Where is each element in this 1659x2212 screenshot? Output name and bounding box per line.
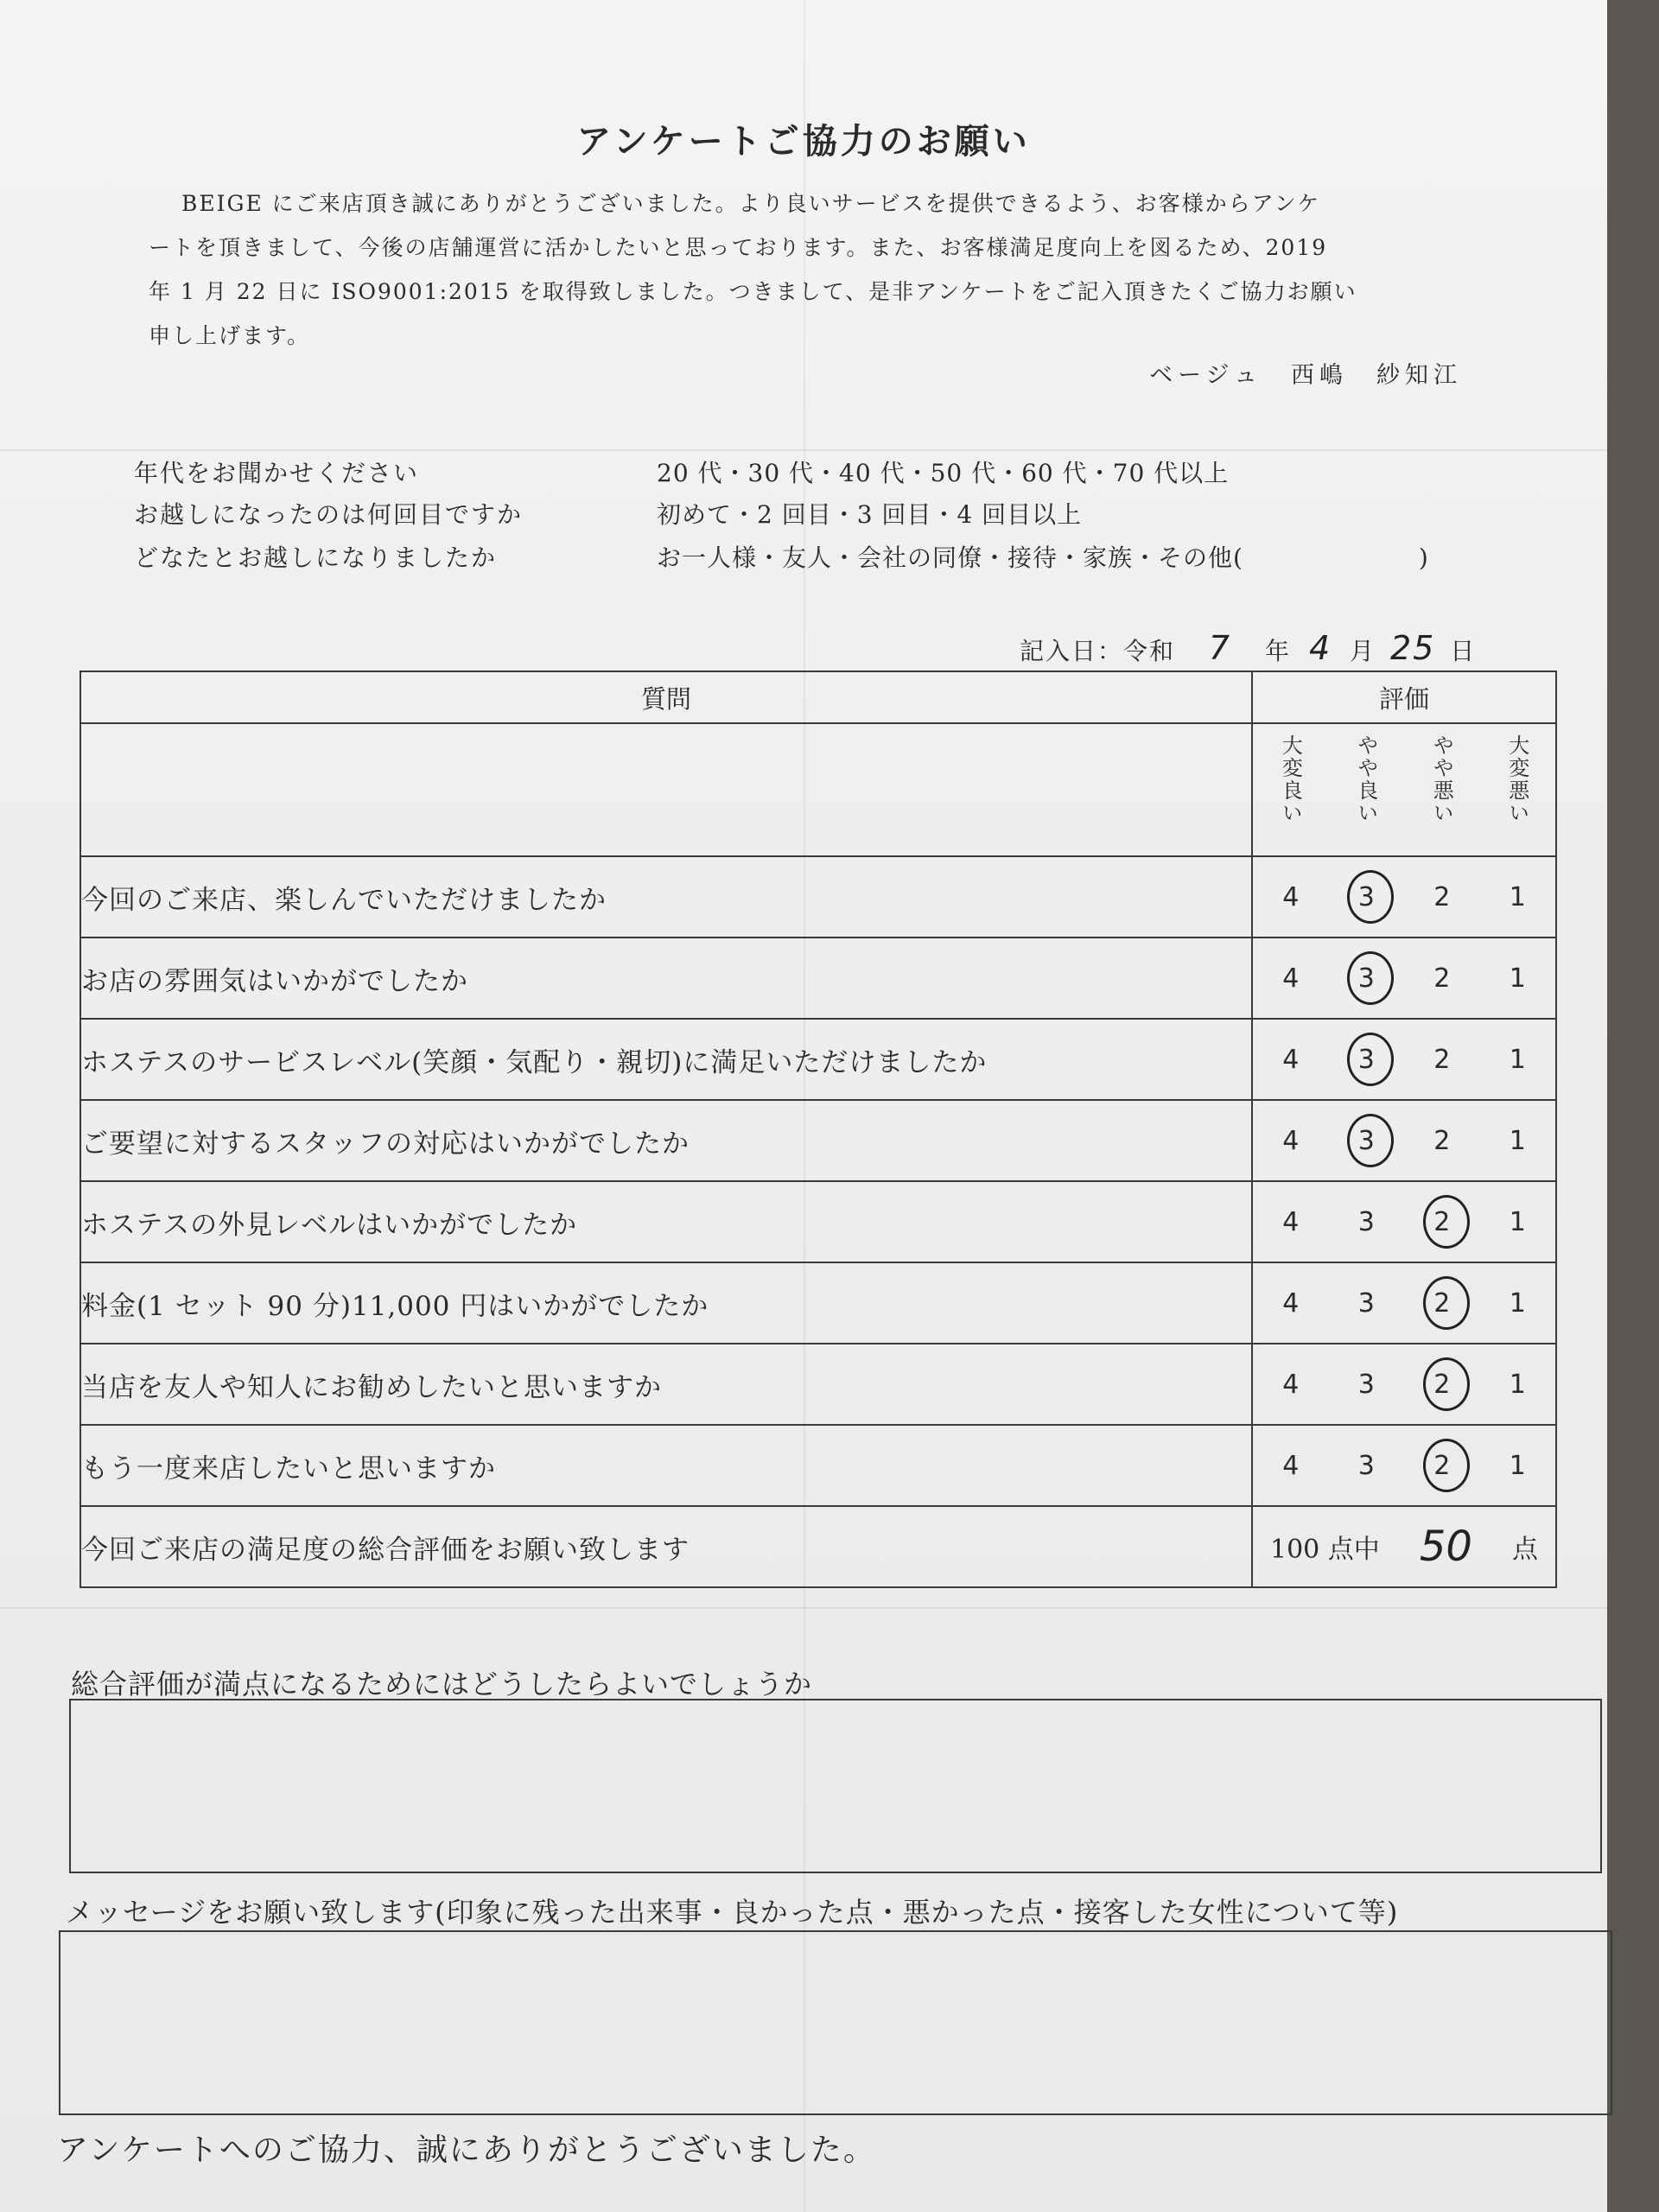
rating-option[interactable]: 1 <box>1509 963 1526 994</box>
companion-question: どなたとお越しになりましたか <box>134 543 498 572</box>
rating-option[interactable]: 1 <box>1509 1369 1526 1400</box>
rating-cell <box>1252 1262 1556 1344</box>
rating-option[interactable]: 4 <box>1282 1369 1300 1400</box>
rating-option[interactable]: 2 <box>1416 1288 1468 1319</box>
rating-option[interactable]: 1 <box>1509 1044 1526 1075</box>
rating-option[interactable]: 2 <box>1433 963 1451 994</box>
rating-option[interactable]: 2 <box>1433 881 1451 912</box>
rating-cell <box>1252 1181 1556 1262</box>
table-row <box>80 856 1556 938</box>
rating-option[interactable]: 1 <box>1509 1450 1526 1481</box>
year-unit: 年 <box>1265 637 1292 665</box>
rating-cell <box>1252 938 1556 1019</box>
question-text: ご要望に対するスタッフの対応はいかがでしたか <box>80 1100 1252 1181</box>
rating-option[interactable]: 2 <box>1416 1451 1468 1481</box>
age-question: 年代をお聞かせください <box>134 459 420 487</box>
rating-option[interactable]: 2 <box>1416 1370 1468 1400</box>
question-text: 今回のご来店、楽しんでいただけましたか <box>80 856 1252 938</box>
rating-option[interactable]: 3 <box>1357 1287 1375 1319</box>
thanks-text: アンケートへのご協力、誠にありがとうございました。 <box>57 2133 876 2168</box>
improve-textarea[interactable] <box>69 1699 1602 1873</box>
message-textarea[interactable] <box>59 1930 1612 2115</box>
question-text: もう一度来店したいと思いますか <box>80 1425 1252 1506</box>
table-row <box>80 1425 1556 1506</box>
rating-option[interactable]: 1 <box>1509 881 1526 912</box>
total-question: 今回ご来店の満足度の総合評価をお願い致します <box>80 1506 1252 1587</box>
scale-label: 大変悪い <box>1504 734 1529 824</box>
message-label: メッセージをお願い致します(印象に残った出来事・良かった点・悪かった点・接客した女性について等) <box>66 1896 1399 1929</box>
intro-line: 年 1 月 22 日に ISO9001:2015 を取得致しました。つきまして、是非アンケートをご記入頂きたくご協力お願い <box>149 279 1357 304</box>
rating-cell <box>1252 1425 1556 1506</box>
scale-label: やや良い <box>1353 734 1378 824</box>
table-row <box>80 1262 1556 1344</box>
date-year[interactable]: 7 <box>1208 629 1232 667</box>
table-row <box>80 1100 1556 1181</box>
rating-header: 評価 <box>1252 671 1556 723</box>
intro-line: 申し上げます。 <box>149 323 311 348</box>
signature: ベージュ 西嶋 紗知江 <box>1149 362 1462 389</box>
rating-option[interactable]: 3 <box>1340 1126 1392 1156</box>
rating-cell <box>1252 856 1556 938</box>
rating-cell <box>1252 1019 1556 1100</box>
rating-option[interactable]: 2 <box>1433 1044 1451 1075</box>
rating-option[interactable]: 4 <box>1282 1206 1300 1237</box>
rating-option[interactable]: 4 <box>1282 881 1300 912</box>
date-label: 記入日：令和 <box>1020 637 1176 665</box>
rating-option[interactable]: 4 <box>1282 1450 1300 1481</box>
question-text: お店の雰囲気はいかがでしたか <box>80 938 1252 1019</box>
rating-option[interactable]: 3 <box>1357 1206 1375 1237</box>
intro-text <box>149 181 1462 358</box>
date-month[interactable]: 4 <box>1308 629 1332 667</box>
total-score[interactable]: 50 <box>1419 1522 1472 1571</box>
blank-cell <box>80 723 1252 856</box>
scale-label: やや悪い <box>1429 734 1454 824</box>
intro-line: ートを頂きまして、今後の店舗運営に活かしたいと思っております。また、お客様満足度向上を図るため、2019 <box>149 235 1328 260</box>
rating-option[interactable]: 4 <box>1282 1287 1300 1319</box>
table-row <box>80 1019 1556 1100</box>
rating-option[interactable]: 3 <box>1340 882 1392 912</box>
table-row <box>80 1181 1556 1262</box>
rating-option[interactable]: 2 <box>1433 1125 1451 1156</box>
rating-option[interactable]: 1 <box>1509 1287 1526 1319</box>
rating-option[interactable]: 3 <box>1340 1045 1392 1075</box>
entry-date <box>1020 629 1476 667</box>
survey-title: アンケートご協力のお願い <box>576 121 1031 162</box>
visit-count-options[interactable]: 初めて・2 回目・3 回目・4 回目以上 <box>657 500 1083 529</box>
question-text: ホステスの外見レベルはいかがでしたか <box>80 1181 1252 1262</box>
total-suffix: 点 <box>1512 1535 1538 1565</box>
question-text: 当店を友人や知人にお勧めしたいと思いますか <box>80 1344 1252 1425</box>
rating-option[interactable]: 4 <box>1282 963 1300 994</box>
improve-label: 総合評価が満点になるためにはどうしたらよいでしょうか <box>71 1668 813 1700</box>
rating-option[interactable]: 2 <box>1416 1207 1468 1237</box>
rating-option[interactable]: 4 <box>1282 1125 1300 1156</box>
rating-cell <box>1252 1344 1556 1425</box>
rating-cell <box>1252 1100 1556 1181</box>
scale-label: 大変良い <box>1278 734 1303 824</box>
visit-count-question: お越しになったのは何回目ですか <box>134 500 524 529</box>
question-text: ホステスのサービスレベル(笑顔・気配り・親切)に満足いただけましたか <box>80 1019 1252 1100</box>
day-unit: 日 <box>1450 637 1477 665</box>
rating-table <box>79 671 1557 1588</box>
rating-option[interactable]: 1 <box>1509 1125 1526 1156</box>
rating-option[interactable]: 3 <box>1357 1450 1375 1481</box>
month-unit: 月 <box>1350 637 1376 665</box>
total-score-cell <box>1252 1506 1556 1587</box>
table-row <box>80 1344 1556 1425</box>
question-header: 質問 <box>80 671 1252 723</box>
question-text: 料金(1 セット 90 分)11,000 円はいかがでしたか <box>80 1262 1252 1344</box>
companion-options[interactable]: お一人様・友人・会社の同僚・接待・家族・その他( ) <box>657 543 1429 572</box>
question-rows <box>80 856 1556 1506</box>
age-options[interactable]: 20 代・30 代・40 代・50 代・60 代・70 代以上 <box>657 459 1230 487</box>
total-prefix: 100 点中 <box>1270 1535 1380 1565</box>
scale-header <box>1252 723 1556 856</box>
rating-option[interactable]: 4 <box>1282 1044 1300 1075</box>
rating-option[interactable]: 1 <box>1509 1206 1526 1237</box>
intro-line: BEIGE にご来店頂き誠にありがとうございました。より良いサービスを提供できるよう、お客様からアンケ <box>181 191 1321 216</box>
date-day[interactable]: 25 <box>1389 629 1436 667</box>
rating-option[interactable]: 3 <box>1340 963 1392 994</box>
rating-option[interactable]: 3 <box>1357 1369 1375 1400</box>
table-row <box>80 938 1556 1019</box>
